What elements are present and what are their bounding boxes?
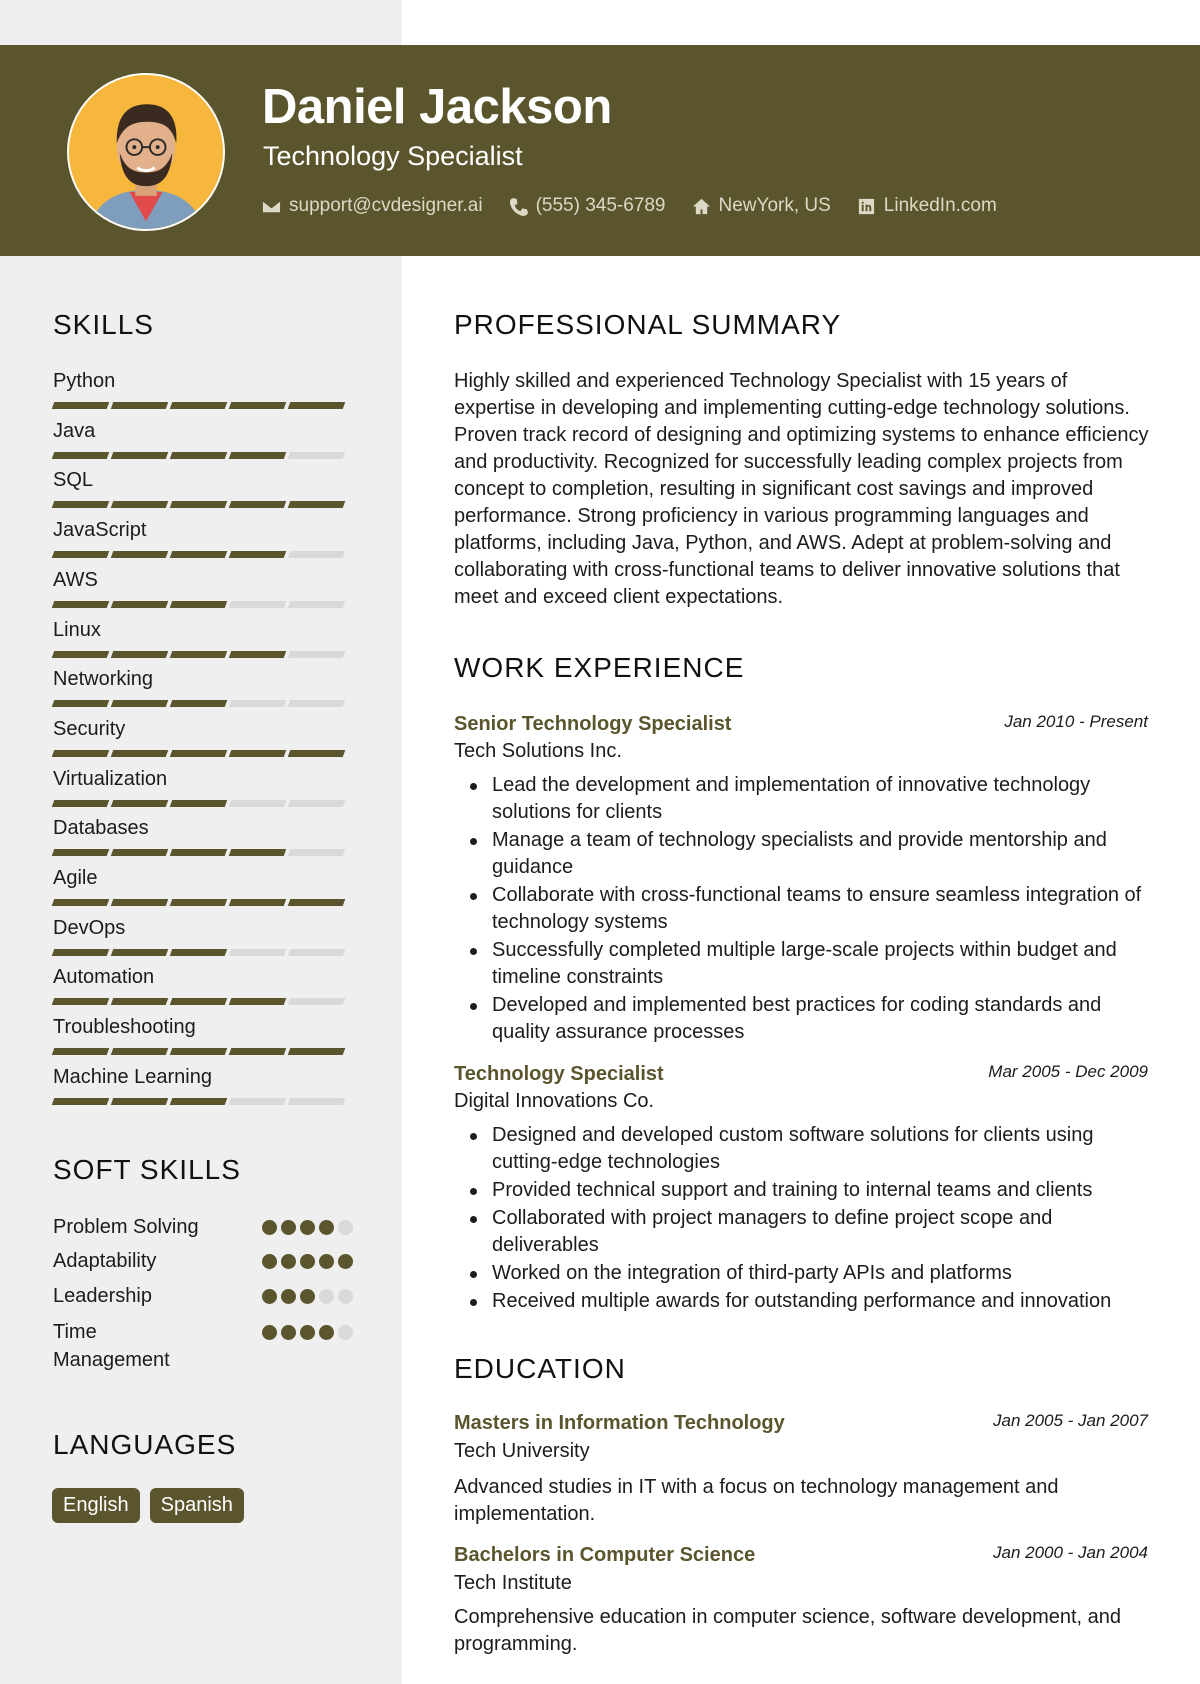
education-description: Comprehensive education in computer science, software development, and programming. (454, 1606, 1122, 1655)
skill-level-segment (52, 700, 110, 707)
summary-text: Highly skilled and experienced Technology Specialist with 15 years of expertise in developing and implementing cutting-edge technology solutions. Proven track record of designing and optimizing systems to enhance efficiency and productivity. Recognized for successfully leading complex projects from concept to completion, resulting in significant cost savings and improved performance. Strong proficiency in various programming languages and platforms, including Java, Python, and AWS. Adept at problem-solving and collaborating with cross-functional teams to deliver innovative solutions that meet and exceed client expectations. (454, 370, 1149, 608)
skill-item (53, 718, 353, 757)
skill-level-segment (111, 1098, 169, 1105)
skill-level-segment (288, 452, 346, 459)
skill-name: Java (53, 419, 96, 442)
skill-level-segment (288, 1048, 346, 1055)
skill-level-segment (229, 651, 287, 658)
skill-level-bar (53, 899, 353, 906)
skill-level-segment (229, 849, 287, 856)
job-bullets (454, 1122, 1154, 1316)
skill-level-segment (229, 1098, 287, 1105)
education-school: Tech University (454, 1440, 590, 1462)
skill-level-segment (52, 651, 110, 658)
skill-item (53, 420, 353, 459)
languages-list (52, 1488, 254, 1523)
skill-item (53, 817, 353, 856)
skill-level-segment (52, 998, 110, 1005)
contact-linkedin[interactable] (857, 195, 997, 217)
skill-level-segment (52, 1048, 110, 1055)
skill-level-segment (111, 849, 169, 856)
skill-level-segment (111, 452, 169, 459)
education-degree: Bachelors in Computer Science (454, 1544, 756, 1566)
job-bullet: Designed and developed custom software solutions for clients using cutting-edge technologies (454, 1122, 1154, 1176)
summary-heading: PROFESSIONAL SUMMARY (454, 309, 842, 340)
soft-skills-heading: SOFT SKILLS (53, 1154, 241, 1185)
soft-skill-rating (258, 1318, 353, 1374)
skill-level-segment (288, 1098, 346, 1105)
rating-dot (300, 1325, 315, 1340)
skill-name: AWS (53, 568, 98, 591)
soft-skill-name: Problem Solving (53, 1216, 199, 1238)
rating-dot (338, 1289, 353, 1304)
education-date: Jan 2000 - Jan 2004 (992, 1543, 1148, 1562)
soft-skill-rating (258, 1213, 353, 1241)
skill-level-bar (53, 601, 353, 608)
skill-level-segment (288, 601, 346, 608)
skill-name: Networking (53, 668, 154, 691)
skill-level-segment (52, 551, 110, 558)
education-heading: EDUCATION (454, 1353, 626, 1384)
skill-level-segment (111, 998, 169, 1005)
skill-level-segment (170, 800, 228, 807)
skill-level-segment (229, 601, 287, 608)
skill-level-segment (170, 998, 228, 1005)
soft-skill-name: Leadership (53, 1285, 152, 1307)
skill-level-segment (111, 551, 169, 558)
contact-location (692, 195, 831, 217)
skill-level-segment (111, 949, 169, 956)
skill-level-segment (288, 998, 346, 1005)
rating-dot (262, 1325, 277, 1340)
skill-level-segment (52, 1098, 110, 1105)
rating-dot (262, 1289, 277, 1304)
skill-level-segment (111, 501, 169, 508)
job-date: Jan 2010 - Present (1004, 712, 1148, 731)
skill-name: Virtualization (53, 767, 168, 790)
skill-level-bar (53, 750, 353, 757)
job-bullet: Collaborated with project managers to define project scope and deliverables (454, 1205, 1154, 1259)
skill-level-segment (229, 750, 287, 757)
skill-level-segment (229, 800, 287, 807)
job-bullets (454, 772, 1154, 1047)
skill-level-segment (52, 452, 110, 459)
skill-level-segment (170, 949, 228, 956)
skill-level-segment (52, 849, 110, 856)
skill-level-bar (53, 800, 353, 807)
language-badge: Spanish (150, 1488, 244, 1523)
soft-skill-rating (258, 1247, 353, 1275)
skill-name: Automation (53, 966, 155, 989)
skill-level-segment (170, 1098, 228, 1105)
skill-level-segment (288, 501, 346, 508)
rating-dot (262, 1254, 277, 1269)
job-bullet: Collaborate with cross-functional teams to ensure seamless integration of technology systems (454, 882, 1154, 936)
skill-level-segment (170, 402, 228, 409)
home-icon (692, 197, 711, 216)
skill-level-segment (170, 452, 228, 459)
soft-skill-item (53, 1282, 353, 1310)
skill-level-bar (53, 700, 353, 707)
skill-level-segment (288, 899, 346, 906)
skill-level-segment (170, 601, 228, 608)
skill-level-segment (229, 949, 287, 956)
phone-icon (509, 197, 528, 216)
job-company: Digital Innovations Co. (454, 1090, 655, 1112)
skills-heading: SKILLS (53, 309, 154, 340)
rating-dot (300, 1289, 315, 1304)
soft-skill-item (53, 1318, 353, 1374)
skill-level-segment (170, 849, 228, 856)
skill-level-segment (229, 700, 287, 707)
skill-level-segment (111, 899, 169, 906)
skill-item (53, 1016, 353, 1055)
skill-level-segment (170, 651, 228, 658)
contact-list (262, 193, 1023, 219)
skill-item (53, 917, 353, 956)
rating-dot (319, 1325, 334, 1340)
header (0, 45, 1200, 256)
skill-name: Security (53, 717, 126, 740)
rating-dot (338, 1220, 353, 1235)
job-date: Mar 2005 - Dec 2009 (988, 1062, 1148, 1081)
skill-level-segment (229, 899, 287, 906)
skill-item (53, 519, 353, 558)
skill-level-segment (111, 402, 169, 409)
soft-skill-name: Adaptability (53, 1250, 157, 1272)
job-title: Technology Specialist (454, 1063, 664, 1085)
skill-level-bar (53, 501, 353, 508)
contact-location-text: NewYork, US (718, 195, 831, 216)
skill-level-segment (229, 1048, 287, 1055)
skill-level-segment (288, 849, 346, 856)
soft-skill-name: Time Management (53, 1321, 170, 1371)
job-bullet: Manage a team of technology specialists and provide mentorship and guidance (454, 827, 1154, 881)
job-company: Tech Solutions Inc. (454, 740, 622, 762)
rating-dot (338, 1254, 353, 1269)
soft-skill-item (53, 1213, 353, 1241)
skill-name: Troubleshooting (53, 1016, 196, 1039)
rating-dot (281, 1289, 296, 1304)
rating-dot (281, 1220, 296, 1235)
skill-level-segment (52, 899, 110, 906)
rating-dot (319, 1254, 334, 1269)
skill-level-segment (170, 899, 228, 906)
skill-level-segment (170, 551, 228, 558)
linkedin-icon (857, 197, 876, 216)
education-school: Tech Institute (454, 1572, 572, 1594)
skill-level-segment (288, 800, 346, 807)
contact-linkedin-text: LinkedIn.com (883, 195, 997, 216)
experience-heading: WORK EXPERIENCE (454, 652, 745, 683)
skill-item (53, 966, 353, 1005)
skill-level-segment (52, 750, 110, 757)
skill-level-segment (288, 700, 346, 707)
rating-dot (281, 1254, 296, 1269)
education-degree: Masters in Information Technology (454, 1412, 785, 1434)
rating-dot (300, 1220, 315, 1235)
rating-dot (319, 1289, 334, 1304)
rating-dot (319, 1220, 334, 1235)
contact-email-text: support@cvdesigner.ai (289, 195, 483, 216)
skill-name: Python (53, 370, 116, 392)
skill-level-segment (288, 651, 346, 658)
candidate-title: Technology Specialist (263, 141, 523, 171)
skill-level-segment (111, 1048, 169, 1055)
language-badge: English (52, 1488, 140, 1523)
skill-level-segment (288, 402, 346, 409)
skill-level-segment (111, 750, 169, 757)
skill-level-bar (53, 551, 353, 558)
skill-level-segment (288, 551, 346, 558)
soft-skill-rating (258, 1282, 353, 1310)
skill-item (53, 569, 353, 608)
rating-dot (262, 1220, 277, 1235)
skill-level-segment (229, 551, 287, 558)
envelope-icon (262, 197, 281, 216)
skill-item (53, 619, 353, 658)
skill-name: Machine Learning (53, 1065, 212, 1088)
skill-name: Linux (53, 618, 101, 641)
skill-level-segment (170, 501, 228, 508)
skill-level-segment (229, 998, 287, 1005)
skill-level-segment (229, 501, 287, 508)
job-bullet: Worked on the integration of third-party APIs and platforms (454, 1260, 1154, 1287)
skill-item (53, 668, 353, 707)
skill-level-segment (111, 601, 169, 608)
rating-dot (338, 1325, 353, 1340)
skill-name: SQL (53, 469, 94, 492)
skill-level-segment (288, 750, 346, 757)
skill-level-bar (53, 1048, 353, 1055)
skill-name: Databases (53, 817, 149, 840)
skill-level-segment (170, 700, 228, 707)
education-date: Jan 2005 - Jan 2007 (992, 1411, 1148, 1430)
skill-level-segment (111, 700, 169, 707)
job-bullet: Lead the development and implementation of innovative technology solutions for clients (454, 772, 1154, 826)
job-title: Senior Technology Specialist (454, 713, 732, 735)
skill-level-bar (53, 949, 353, 956)
skill-name: Agile (53, 867, 98, 889)
skill-level-segment (229, 452, 287, 459)
skill-item (53, 768, 353, 807)
job-bullet: Developed and implemented best practices for coding standards and quality assurance processes (454, 992, 1154, 1046)
skill-level-segment (170, 1048, 228, 1055)
job-bullet: Received multiple awards for outstanding performance and innovation (454, 1288, 1154, 1315)
skill-level-bar (53, 1098, 353, 1105)
skill-level-segment (52, 949, 110, 956)
skill-level-segment (52, 501, 110, 508)
rating-dot (300, 1254, 315, 1269)
skill-level-bar (53, 651, 353, 658)
avatar-portrait (69, 75, 223, 229)
skill-level-segment (111, 651, 169, 658)
skill-name: JavaScript (53, 519, 147, 542)
skill-item (53, 1066, 353, 1105)
skill-level-segment (111, 800, 169, 807)
skill-level-bar (53, 452, 353, 459)
candidate-name: Daniel Jackson (262, 80, 612, 134)
skill-item (53, 469, 353, 508)
skill-level-segment (170, 750, 228, 757)
skill-level-bar (53, 998, 353, 1005)
skill-level-segment (52, 800, 110, 807)
rating-dot (281, 1325, 296, 1340)
contact-phone[interactable] (509, 195, 666, 217)
contact-phone-text: (555) 345-6789 (535, 195, 666, 216)
soft-skill-item (53, 1247, 353, 1275)
skill-level-segment (52, 601, 110, 608)
education-description: Advanced studies in IT with a focus on technology management and implementation. (454, 1476, 1059, 1525)
avatar (67, 73, 225, 231)
skill-item (53, 867, 353, 906)
job-bullet: Successfully completed multiple large-scale projects within budget and timeline constraints (454, 937, 1154, 991)
skill-level-segment (229, 402, 287, 409)
skill-level-segment (288, 949, 346, 956)
skill-level-bar (53, 402, 353, 409)
job-bullet: Provided technical support and training to internal teams and clients (454, 1177, 1154, 1204)
skill-level-segment (52, 402, 110, 409)
contact-email[interactable] (262, 195, 483, 217)
skill-name: DevOps (53, 916, 126, 939)
skill-item (53, 370, 353, 409)
skill-level-bar (53, 849, 353, 856)
languages-heading: LANGUAGES (53, 1429, 237, 1460)
